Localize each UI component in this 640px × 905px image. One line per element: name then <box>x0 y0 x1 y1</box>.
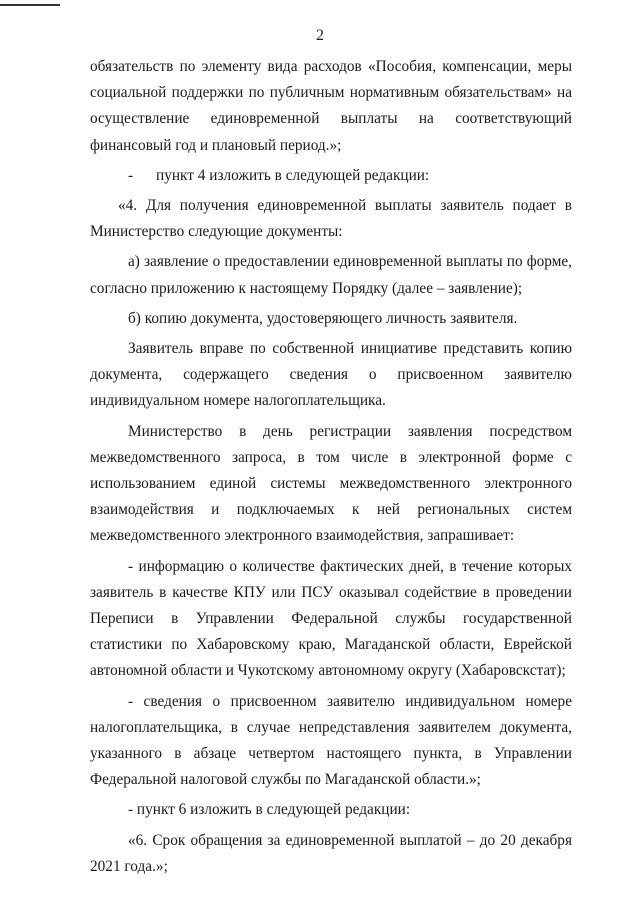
paragraph-ministry-request: Министерство в день регистрации заявления посредством межведомственного запроса, в том числе в электронной форме с использованием единой системы межведомственного электронного взаимодействия и подключаемых к ней региональных систем межведомственного электронного взаимодействия, запрашивает: <box>90 422 572 545</box>
paragraph-info-days: - информацию о количестве фактических дней, в течение которых заявитель в качестве КПУ или ПСУ оказывал содействие в проведении Переписи в Управлении Федеральной службы государственной статистики по Хабаровскому краю, Магаданской области, Еврейской автономной области и Чукотскому автономному округу (Хабаровскстат); <box>90 557 572 680</box>
paragraph-obligations: обязательств по элементу вида расходов «Пособия, компенсации, меры социальной поддержки по публичным нормативным обязательствам» на осуществление единовременной выплаты на соответствующий финансовый год и плановый период.»; <box>90 58 572 154</box>
paragraph-subitem-b: б) копию документа, удостоверяющего личность заявителя. <box>128 309 518 327</box>
paragraph-item4: «4. Для получения единовременной выплаты заявитель подает в Министерство следующие документы: <box>90 197 572 241</box>
paragraph-applicant-right: Заявитель вправе по собственной инициативе представить копию документа, содержащего сведения о присвоенном заявителю индивидуальном номере налогоплательщика. <box>90 340 572 410</box>
paragraph-item4-intro: - пункт 4 изложить в следующей редакции: <box>128 166 430 184</box>
paragraph-item6-intro: - пункт 6 изложить в следующей редакции: <box>128 801 411 819</box>
paragraph-info-tin: - сведения о присвоенном заявителю индивидуальном номере налогоплательщика, в случае непредставления заявителем документа, указанного в абзаце четвертом настоящего пункта, в Управлении Федеральной налоговой службы по Магаданской области.»; <box>90 692 572 789</box>
paragraph-item6: «6. Срок обращения за единовременной выплатой – до 20 декабря 2021 года.»; <box>90 831 572 875</box>
paragraph-subitem-a: а) заявление о предоставлении единовременной выплаты по форме, согласно приложению к настоящему Порядку (далее – заявление); <box>90 253 572 297</box>
corner-mark <box>0 4 60 6</box>
page-number: 2 <box>316 27 324 44</box>
document-body <box>90 54 572 880</box>
